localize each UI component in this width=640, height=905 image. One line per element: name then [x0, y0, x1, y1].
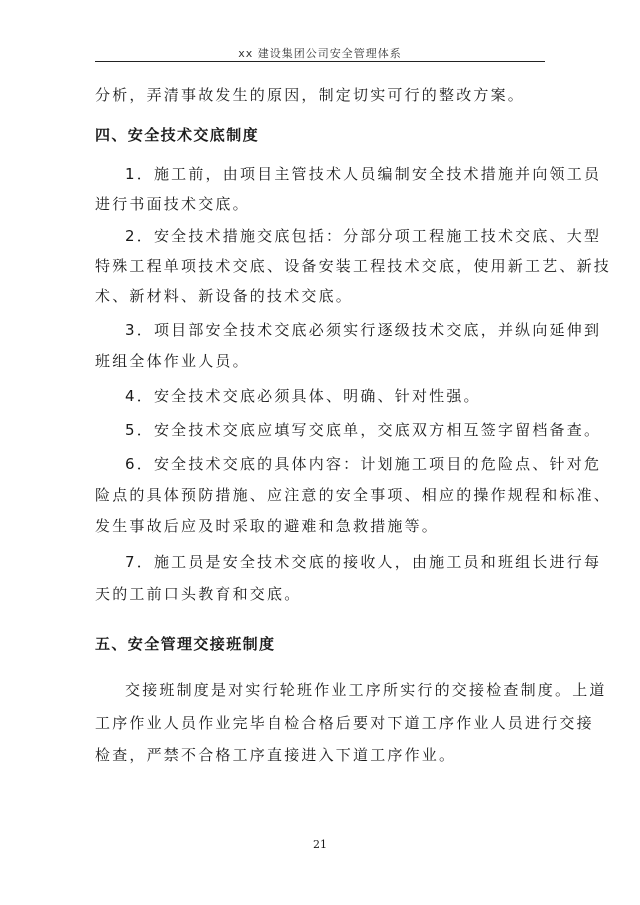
- paragraph-line: 6．安全技术交底的具体内容：计划施工项目的危险点、针对危: [125, 455, 602, 473]
- section-heading-4: 四、安全技术交底制度: [95, 126, 260, 144]
- paragraph-line: 4．安全技术交底必须具体、明确、针对性强。: [125, 387, 481, 405]
- paragraph-line: 3．项目部安全技术交底必须实行逐级技术交底，并纵向延伸到: [125, 321, 602, 339]
- header-divider: [95, 61, 545, 62]
- paragraph-line: 进行书面技术交底。: [95, 195, 250, 213]
- paragraph-line: 2．安全技术措施交底包括：分部分项工程施工技术交底、大型: [125, 227, 602, 245]
- paragraph-line: 7．施工员是安全技术交底的接收人，由施工员和班组长进行每: [125, 553, 602, 571]
- section-heading-5: 五、安全管理交接班制度: [95, 635, 276, 653]
- header-title: xx 建设集团公司安全管理体系: [238, 47, 402, 60]
- page-number: 21: [313, 838, 327, 851]
- paragraph-line: 交接班制度是对实行轮班作业工序所实行的交接检查制度。上道: [125, 681, 607, 699]
- paragraph-line: 班组全体作业人员。: [95, 352, 250, 370]
- paragraph-line: 检查，严禁不合格工序直接进入下道工序作业。: [95, 746, 457, 764]
- paragraph-line: 天的工前口头教育和交底。: [95, 585, 302, 603]
- paragraph-line: 术、新材料、新设备的技术交底。: [95, 287, 354, 305]
- paragraph-line: 特殊工程单项技术交底、设备安装工程技术交底，使用新工艺、新技: [95, 257, 612, 275]
- paragraph-line: 工序作业人员作业完毕自检合格后要对下道工序作业人员进行交接: [95, 714, 594, 732]
- paragraph-line: 1．施工前，由项目主管技术人员编制安全技术措施并向领工员: [125, 165, 602, 183]
- paragraph-line: 险点的具体预防措施、应注意的安全事项、相应的操作规程和标准、: [95, 486, 612, 504]
- paragraph-line: 5．安全技术交底应填写交底单，交底双方相互签字留档备查。: [125, 421, 602, 439]
- paragraph-line: 发生事故后应及时采取的避难和急救措施等。: [95, 517, 440, 535]
- paragraph-line: 分析，弄清事故发生的原因，制定切实可行的整改方案。: [95, 86, 526, 104]
